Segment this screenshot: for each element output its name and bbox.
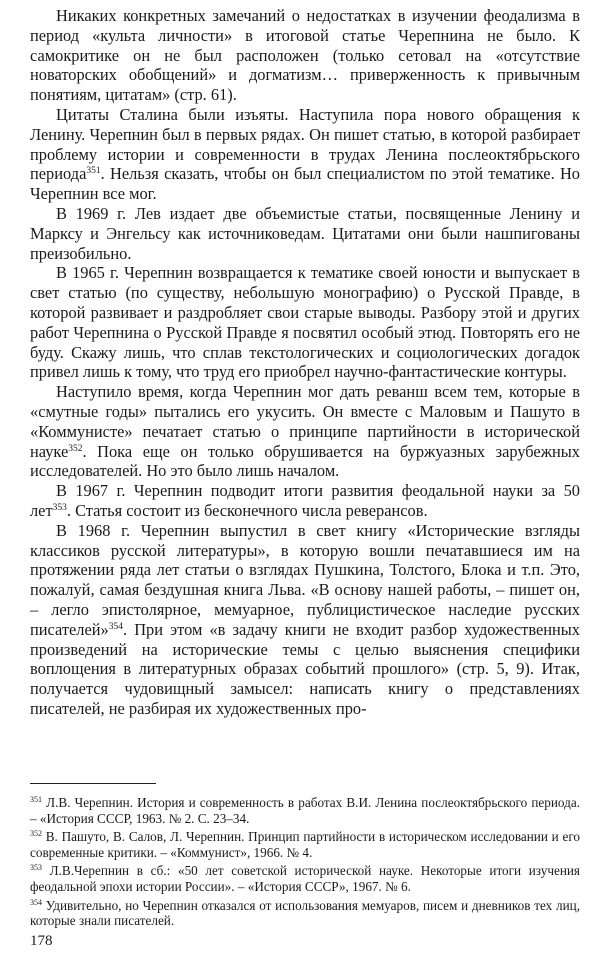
paragraph [30,105,580,204]
footnote [30,863,580,894]
paragraph [30,6,580,105]
paragraph-text: В 1968 г. Черепнин выпустил в свет книгу «Исторические взгляды классиков русской литературы», в которую вошли печатавшиеся им на протяжении ряда лет статьи о взглядах Пушкина, Толстого, Блока и т.п. Это, пожалуй, самая бездушная книга Льва. «В основу нашей работы, – пишет он, – легло эпистолярное, мемуарное, публицистическое наследие русских писателей» [30,520,580,639]
paragraph-text: В 1965 г. Черепнин возвращается к тематике своей юности и выпускает в свет статью (по существу, небольшую монографию) о Русской Правде, в которой развивает и раздробляет свои старые выводы. Разбору этой и других работ Черепнина о Русской Правде я посвятил особый этюд. Повторять его не буду. Скажу лишь, что сплав текстологических и социологических догадок привел лишь к тому, что труд его приобрел научно-фантастические контуры. [30,263,580,382]
paragraph [30,521,580,719]
paragraph-text: . Статья состоит из бесконечного числа реверансов. [66,500,428,520]
footnote [30,898,580,929]
footnote-number: 354 [30,897,42,907]
footnote-text: Л.В. Черепнин. История и современность в работах В.И. Ленина послеоктябрьского периода. – «История СССР, 1963. № 2. С. 23–34. [30,795,581,826]
footnote [30,795,580,826]
footnote-ref: 353 [52,502,67,513]
paragraph-text: Цитаты Сталина были изъяты. Наступила пора нового обращения к Ленину. Черепнин был в первых рядах. Он пишет статью, в которой разбирает проблему истории и современности в трудах Ленина послеоктябрьского периода [30,104,580,184]
paragraph [30,263,580,382]
paragraph [30,204,580,263]
paragraph-text: . При этом «в задачу книги не входит разбор художественных произведений на исторические темы с целью выяснения специфики воплощения в литературных образах событий прошлого» (стр. 5, 9). Итак, получается чудовищный замысел: написать книгу о представлениях писателей, не разбирая их художественных про- [30,619,580,718]
footnote-text: Удивительно, но Черепнин отказался от использования мемуаров, писем и дневников тех лиц, которые знали писателей. [30,897,580,929]
paragraph [30,382,580,481]
footnote-number: 351 [30,795,42,804]
footnote-ref: 354 [108,621,123,632]
footnotes [30,795,580,932]
paragraph [30,481,580,521]
footnote-ref: 352 [68,443,83,454]
footnote-text: В. Пашуто, В. Салов, Л. Черепнин. Принцип партийности в историческом исследовании и его современные критики. – «Коммунист», 1966. № 4. [30,829,581,860]
paragraph-text: Наступило время, когда Черепнин мог дать реванш всем тем, которые в «смутные годы» пытались его укусить. Он вместе с Маловым и Пашуто в «Коммунисте» печатает статью о принципе партийности в исторической науке [30,382,580,461]
main-text [30,6,580,719]
footnote-number: 352 [30,829,42,839]
footnote-number: 353 [30,863,42,873]
paragraph-text: В 1967 г. Черепнин подводит итоги развития феодальной науки за 50 лет [30,481,580,520]
paragraph-text: . Пока еще он только обрушивается на буржуазных зарубежных исследователей. Но это было лишь началом. [30,441,580,481]
footnote-text: Л.В.Черепнин в сб.: «50 лет советской исторической науке. Некоторые итоги изучения феодальной эпохи истории России». – «История СССР», 1967. № 6. [30,863,580,894]
paragraph-text: . Нельзя сказать, чтобы он был специалистом по этой тематике. Но Черепнин все мог. [30,164,580,204]
footnote-ref: 351 [86,166,101,177]
paragraph-text: В 1969 г. Лев издает две объемистые статьи, посвященные Ленину и Марксу и Энгельсу как источниковедам. Цитатами они были нашпигованы преизобильно. [30,203,580,263]
paragraph-text: Никаких конкретных замечаний о недостатках в изучении феодализма в период «культа личности» в итоговой статье Черепнина не было. К самокритике он не был расположен (только сетовал на «отсутствие новаторских обобщений» и догматизм… приверженность к привычным понятиям, цитатам» (стр. 61). [30,6,580,105]
footnote-divider [30,783,156,784]
footnote [30,829,580,860]
page-number: 178 [30,933,53,949]
